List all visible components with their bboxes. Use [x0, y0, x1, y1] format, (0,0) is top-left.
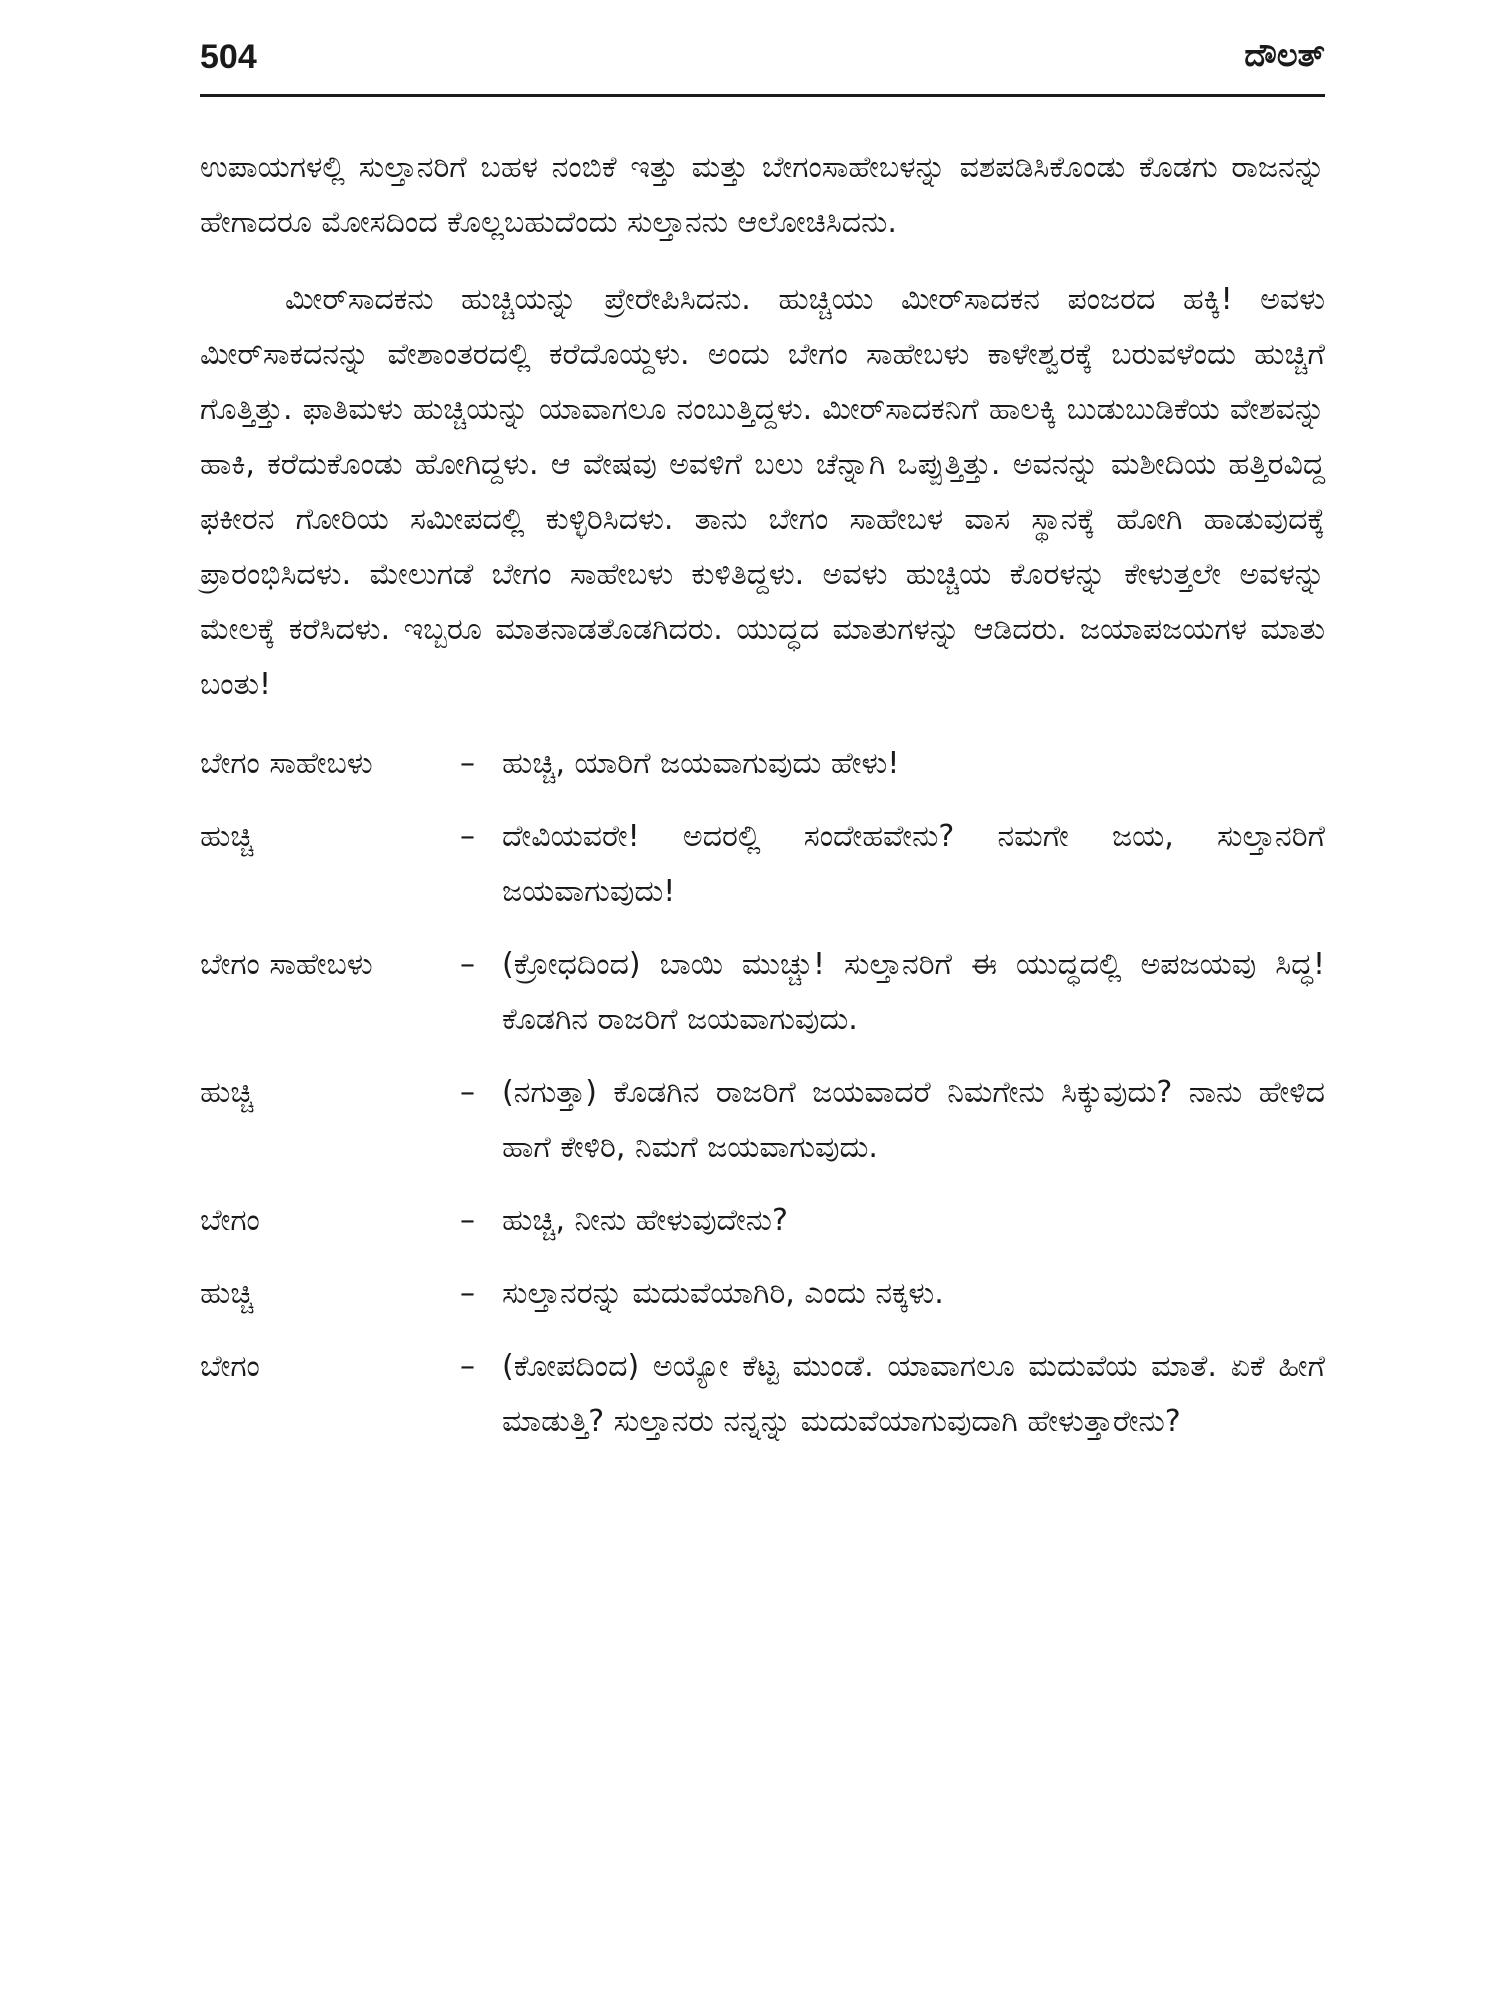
dialogue-dash: – [460, 819, 475, 854]
dialogue-dash: – [460, 1203, 475, 1238]
speaker-name: ಬೇಗಂ ಸಾಹೇಬಳು [200, 746, 373, 781]
dialogue-line: ಹುಚ್ಚಿ, ಯಾರಿಗೆ ಜಯವಾಗುವುದು ಹೇಳು! [502, 746, 900, 781]
running-title: ದೌಲತ್ [1244, 36, 1325, 74]
dialogue-row [200, 1339, 1325, 1449]
dialogue-row [200, 937, 1325, 1047]
dialogue-dash: – [460, 746, 475, 781]
dialogue-row [200, 736, 1325, 791]
speaker-name: ಹುಚ್ಚಿ [200, 1276, 254, 1311]
dialogue-row [200, 809, 1325, 919]
dialogue-line: (ಕ್ರೋಧದಿಂದ) ಬಾಯಿ ಮುಚ್ಚು! ಸುಲ್ತಾನರಿಗೆ ಈ ಯುದ್ಧದಲ್ಲಿ ಅಪಜಯವು ಸಿದ್ಧ! ಕೊಡಗಿನ ರಾಜರಿಗೆ ಜಯವಾಗುವುದು. [502, 947, 1325, 1037]
dialogue-row [200, 1065, 1325, 1175]
dialogue-line: ಹುಚ್ಚಿ, ನೀನು ಹೇಳುವುದೇನು? [502, 1203, 788, 1238]
dialogue-row [200, 1266, 1325, 1321]
dialogue-line: ಸುಲ್ತಾನರನ್ನು ಮದುವೆಯಾಗಿರಿ, ಎಂದು ನಕ್ಕಳು. [502, 1276, 944, 1311]
page-body [200, 140, 1325, 1467]
speaker-name: ಬೇಗಂ ಸಾಹೇಬಳು [200, 947, 373, 982]
speaker-name: ಬೇಗಂ [200, 1349, 260, 1384]
dialogue-block [200, 736, 1325, 1449]
dialogue-line: (ಕೋಪದಿಂದ) ಅಯ್ಯೋ ಕೆಟ್ಟ ಮುಂಡೆ. ಯಾವಾಗಲೂ ಮದುವೆಯ ಮಾತೆ. ಏಕೆ ಹೀಗೆ ಮಾಡುತ್ತಿ? ಸುಲ್ತಾನರು ನನ್ನನ್ನು ಮದುವೆಯಾಗುವುದಾಗಿ ಹೇಳುತ್ತಾರೇನು? [502, 1349, 1325, 1439]
dialogue-dash: – [460, 947, 475, 982]
dialogue-dash: – [460, 1349, 475, 1384]
speaker-name: ಹುಚ್ಚಿ [200, 819, 254, 854]
speaker-name: ಬೇಗಂ [200, 1203, 260, 1238]
dialogue-row [200, 1193, 1325, 1248]
speaker-name: ಹುಚ್ಚಿ [200, 1075, 254, 1110]
dialogue-line: ದೇವಿಯವರೇ! ಅದರಲ್ಲಿ ಸಂದೇಹವೇನು? ನಮಗೇ ಜಯ, ಸುಲ್ತಾನರಿಗೆ ಜಯವಾಗುವುದು! [502, 819, 1325, 909]
header-rule [200, 94, 1325, 97]
dialogue-line: (ನಗುತ್ತಾ) ಕೊಡಗಿನ ರಾಜರಿಗೆ ಜಯವಾದರೆ ನಿಮಗೇನು ಸಿಕ್ಕುವುದು? ನಾನು ಹೇಳಿದ ಹಾಗೆ ಕೇಳಿರಿ, ನಿಮಗೆ ಜಯವಾಗುವುದು. [502, 1075, 1325, 1165]
page-header [200, 32, 1325, 92]
paragraph: ಉಪಾಯಗಳಲ್ಲಿ ಸುಲ್ತಾನರಿಗೆ ಬಹಳ ನಂಬಿಕೆ ಇತ್ತು ಮತ್ತು ಬೇಗಂಸಾಹೇಬಳನ್ನು ವಶಪಡಿಸಿಕೊಂಡು ಕೊಡಗು ರಾಜನನ್ನು ಹೇಗಾದರೂ ಮೋಸದಿಂದ ಕೊಲ್ಲಬಹುದೆಂದು ಸುಲ್ತಾನನು ಆಲೋಚಿಸಿದನು. [200, 150, 1325, 240]
paragraph: ಮೀರ್‌ಸಾದಕನು ಹುಚ್ಚಿಯನ್ನು ಪ್ರೇರೇಪಿಸಿದನು. ಹುಚ್ಚಿಯು ಮೀರ್‌ಸಾದಕನ ಪಂಜರದ ಹಕ್ಕಿ! ಅವಳು ಮೀರ್‌ಸಾಕದನನ್ನು ವೇಶಾಂತರದಲ್ಲಿ ಕರೆದೊಯ್ದಳು. ಅಂದು ಬೇಗಂ ಸಾಹೇಬಳು ಕಾಳೇಶ್ವರಕ್ಕೆ ಬರುವಳೆಂದು ಹುಚ್ಚಿಗೆ ಗೊತ್ತಿತ್ತು. ಫಾತಿಮಳು ಹುಚ್ಚಿಯನ್ನು ಯಾವಾಗಲೂ ನಂಬುತ್ತಿದ್ದಳು. ಮೀರ್‌ಸಾದಕನಿಗೆ ಹಾಲಕ್ಕಿ ಬುಡುಬುಡಿಕೆಯ ವೇಶವನ್ನು ಹಾಕಿ, ಕರೆದುಕೊಂಡು ಹೋಗಿದ್ದಳು. ಆ ವೇಷವು ಅವಳಿಗೆ ಬಲು ಚೆನ್ನಾಗಿ ಒಪ್ಪುತ್ತಿತ್ತು. ಅವನನ್ನು ಮಶೀದಿಯ ಹತ್ತಿರವಿದ್ದ ಫಕೀರನ ಗೋರಿಯ ಸಮೀಪದಲ್ಲಿ ಕುಳ್ಳಿರಿಸಿದಳು. ತಾನು ಬೇಗಂ ಸಾಹೇಬಳ ವಾಸ ಸ್ಥಾನಕ್ಕೆ ಹೋಗಿ ಹಾಡುವುದಕ್ಕೆ ಪ್ರಾರಂಭಿಸಿದಳು. ಮೇಲುಗಡೆ ಬೇಗಂ ಸಾಹೇಬಳು ಕುಳಿತಿದ್ದಳು. ಅವಳು ಹುಚ್ಚಿಯ ಕೊರಳನ್ನು ಕೇಳುತ್ತಲೇ ಅವಳನ್ನು ಮೇಲಕ್ಕೆ ಕರೆಸಿದಳು. ಇಬ್ಬರೂ ಮಾತನಾಡತೊಡಗಿದರು. ಯುದ್ಧದ ಮಾತುಗಳನ್ನು ಆಡಿದರು. ಜಯಾಪಜಯಗಳ ಮಾತು ಬಂತು! [200, 282, 1325, 702]
dialogue-dash: – [460, 1075, 475, 1110]
page-number: 504 [200, 38, 257, 76]
dialogue-dash: – [460, 1276, 475, 1311]
